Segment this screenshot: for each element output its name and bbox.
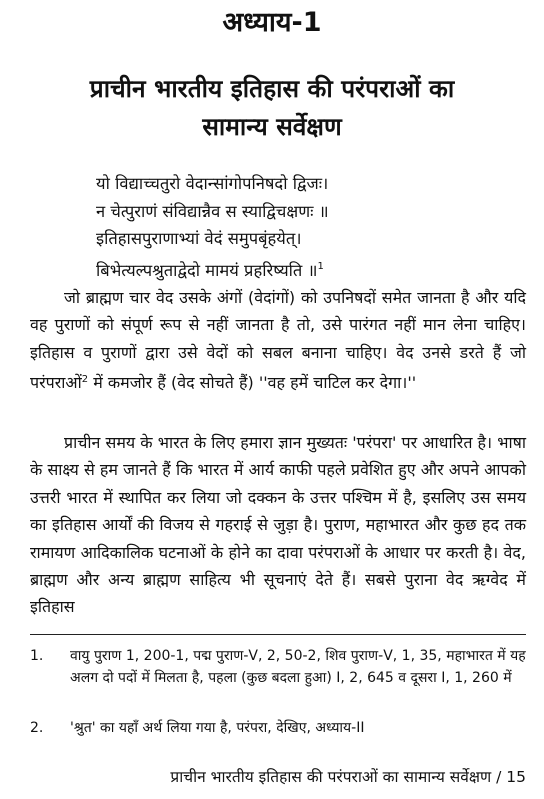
chapter-title bbox=[30, 70, 514, 146]
shloka-line-2: न चेत्पुराणं संविद्यान्नैव स स्याद्विचक्षणः ॥ bbox=[96, 201, 329, 221]
paragraph-1 bbox=[30, 284, 526, 397]
chapter-heading: अध्याय-1 bbox=[222, 7, 322, 38]
paragraph-1-text-a: जो ब्राह्मण चार वेद उसके अंगों (वेदांगों) को उपनिषदों समेत जानता है और यदि वह पुराणों को संपूर्ण रूप से नहीं जानता है तो, उसे पारंगत नहीं मान लेना चाहिए। इतिहास व पुराणों द्वारा उसे वेदों को सबल बनाना चाहिए। वेद उनसे डरते हैं जो परंपराओं bbox=[30, 288, 526, 393]
paragraph-1-text-b: में कमजोर हैं (वेद सोचते हैं) ''वह हमें चाटिल कर देगा।'' bbox=[88, 373, 417, 393]
footnote-2-number: 2. bbox=[30, 720, 44, 736]
running-title: प्राचीन भारतीय इतिहास की परंपराओं का सामान्य सर्वेक्षण bbox=[170, 768, 492, 786]
footnote-2 bbox=[30, 717, 526, 739]
footnote-2-text: 'श्रुत' का यहाँ अर्थ लिया गया है, परंपरा, देखिए, अध्याय-II bbox=[70, 720, 365, 736]
chapter-title-line-2: सामान्य सर्वेक्षण bbox=[202, 112, 342, 141]
shloka-line-3: इतिहासपुराणाभ्यां वेदं समुपबृंहयेत्। bbox=[96, 229, 302, 248]
footnote-1-text: वायु पुराण 1, 200-1, पद्म पुराण-V, 2, 50-2, शिव पुराण-V, 1, 35, महाभारत में यह अलग दो पदों में मिलता है, पहला (कुछ बदला हुआ) I, 2, 645 व दूसरा I, 1, 260 में bbox=[70, 648, 526, 686]
sanskrit-shloka bbox=[96, 170, 516, 284]
footnote-1 bbox=[30, 645, 526, 689]
footer-separator: / bbox=[491, 768, 507, 786]
shloka-line-1: यो विद्याच्चतुरो वेदान्सांगोपनिषदो द्विजः। bbox=[96, 174, 329, 193]
footnote-marker-2: 2 bbox=[81, 374, 89, 386]
footnote-marker-1: 1 bbox=[317, 260, 324, 272]
paragraph-2: प्राचीन समय के भारत के लिए हमारा ज्ञान मुख्यतः 'परंपरा' पर आधारित है। भाषा के साक्ष्य से हम जानते हैं कि भारत में आर्य काफी पहले प्रवेशित हुए और अपने आपको उत्तरी भारत में स्थापित कर लिया जो दक्कन के उत्तर पश्चिम में है, इसलिए उस समय का इतिहास आर्यों की विजय से गहराई से जुड़ा है। पुराण, महाभारत और कुछ हद तक रामायण आदिकालिक घटनाओं के होने का दावा परंपराओं के आधार पर करती है। वेद, ब्राह्मण और अन्य ब्राह्मण साहित्य भी सूचनाएं देते हैं। सबसे पुराना वेद ऋग्वेद में इतिहास bbox=[30, 433, 526, 617]
shloka-line-4 bbox=[96, 253, 516, 285]
chapter-title-line-1: प्राचीन भारतीय इतिहास की परंपराओं का bbox=[89, 74, 455, 103]
footnote-1-number: 1. bbox=[30, 648, 44, 664]
footnote-divider bbox=[30, 634, 526, 635]
shloka-line-4-text: बिभेत्यल्पश्रुताद्वेदो मामयं प्रहरिष्यति ॥ bbox=[96, 260, 318, 280]
page-number: 15 bbox=[506, 768, 526, 786]
running-footer bbox=[170, 766, 526, 788]
